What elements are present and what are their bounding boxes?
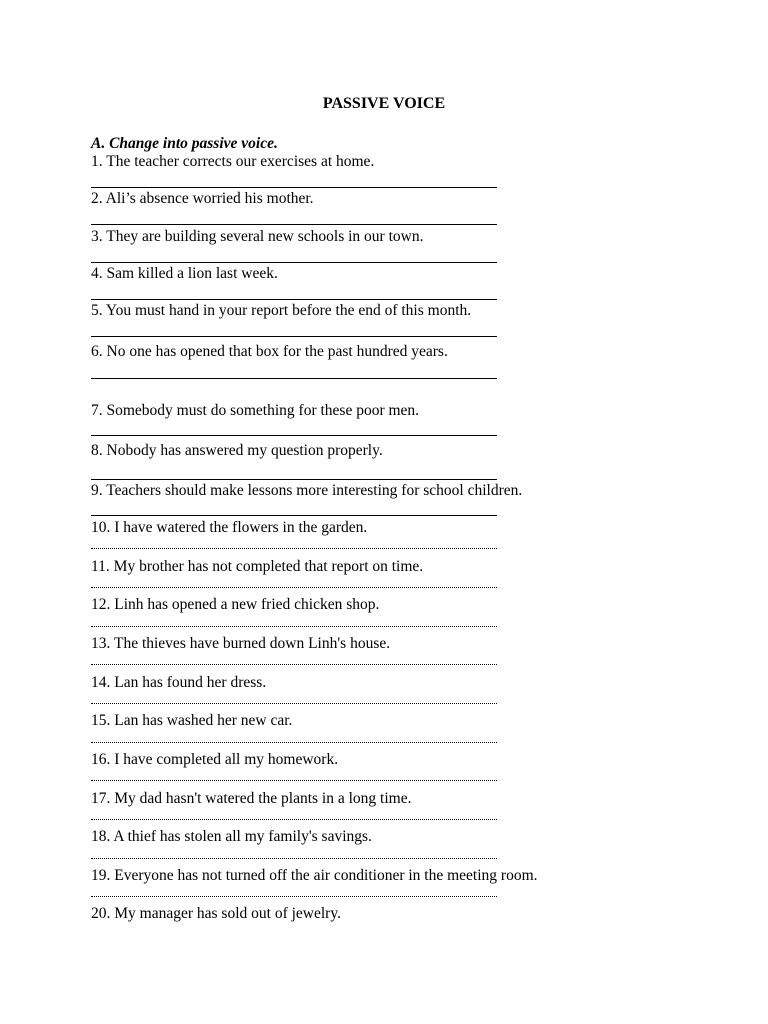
answer-dots-17[interactable] xyxy=(91,819,497,820)
section-a-heading: A. Change into passive voice. xyxy=(91,135,278,152)
answer-dots-10[interactable] xyxy=(91,548,497,549)
answer-line-4[interactable] xyxy=(91,299,497,300)
question-16: 16. I have completed all my homework. xyxy=(91,751,339,768)
question-10: 10. I have watered the flowers in the garden. xyxy=(91,519,368,536)
question-8: 8. Nobody has answered my question properly. xyxy=(91,442,383,459)
question-12: 12. Linh has opened a new fried chicken shop. xyxy=(91,596,380,613)
answer-dots-15[interactable] xyxy=(91,742,497,743)
page-title: PASSIVE VOICE xyxy=(322,95,446,112)
question-1: 1. The teacher corrects our exercises at home. xyxy=(91,153,375,170)
answer-dots-14[interactable] xyxy=(91,703,497,704)
answer-line-3[interactable] xyxy=(91,262,497,263)
question-2: 2. Ali’s absence worried his mother. xyxy=(91,190,314,207)
answer-dots-16[interactable] xyxy=(91,780,497,781)
question-3: 3. They are building several new schools in our town. xyxy=(91,228,424,245)
question-9: 9. Teachers should make lessons more interesting for school children. xyxy=(91,482,523,499)
answer-dots-12[interactable] xyxy=(91,626,497,627)
question-7: 7. Somebody must do something for these poor men. xyxy=(91,402,420,419)
answer-dots-11[interactable] xyxy=(91,587,497,588)
answer-line-8[interactable] xyxy=(91,479,497,480)
question-20: 20. My manager has sold out of jewelry. xyxy=(91,905,341,922)
answer-line-9[interactable] xyxy=(91,515,497,516)
answer-line-6[interactable] xyxy=(91,378,497,379)
question-11: 11. My brother has not completed that report on time. xyxy=(91,558,424,575)
question-14: 14. Lan has found her dress. xyxy=(91,674,267,691)
question-6: 6. No one has opened that box for the past hundred years. xyxy=(91,343,448,360)
question-5: 5. You must hand in your report before the end of this month. xyxy=(91,302,472,319)
question-15: 15. Lan has washed her new car. xyxy=(91,712,293,729)
question-17: 17. My dad hasn't watered the plants in a long time. xyxy=(91,790,412,807)
question-19: 19. Everyone has not turned off the air conditioner in the meeting room. xyxy=(91,867,538,884)
answer-dots-13[interactable] xyxy=(91,664,497,665)
question-4: 4. Sam killed a lion last week. xyxy=(91,265,278,282)
answer-line-2[interactable] xyxy=(91,224,497,225)
answer-dots-18[interactable] xyxy=(91,858,497,859)
question-13: 13. The thieves have burned down Linh's house. xyxy=(91,635,391,652)
question-18: 18. A thief has stolen all my family's savings. xyxy=(91,828,372,845)
answer-line-5[interactable] xyxy=(91,336,497,337)
answer-dots-19[interactable] xyxy=(91,896,497,897)
answer-line-1[interactable] xyxy=(91,187,497,188)
answer-line-7[interactable] xyxy=(91,435,497,436)
